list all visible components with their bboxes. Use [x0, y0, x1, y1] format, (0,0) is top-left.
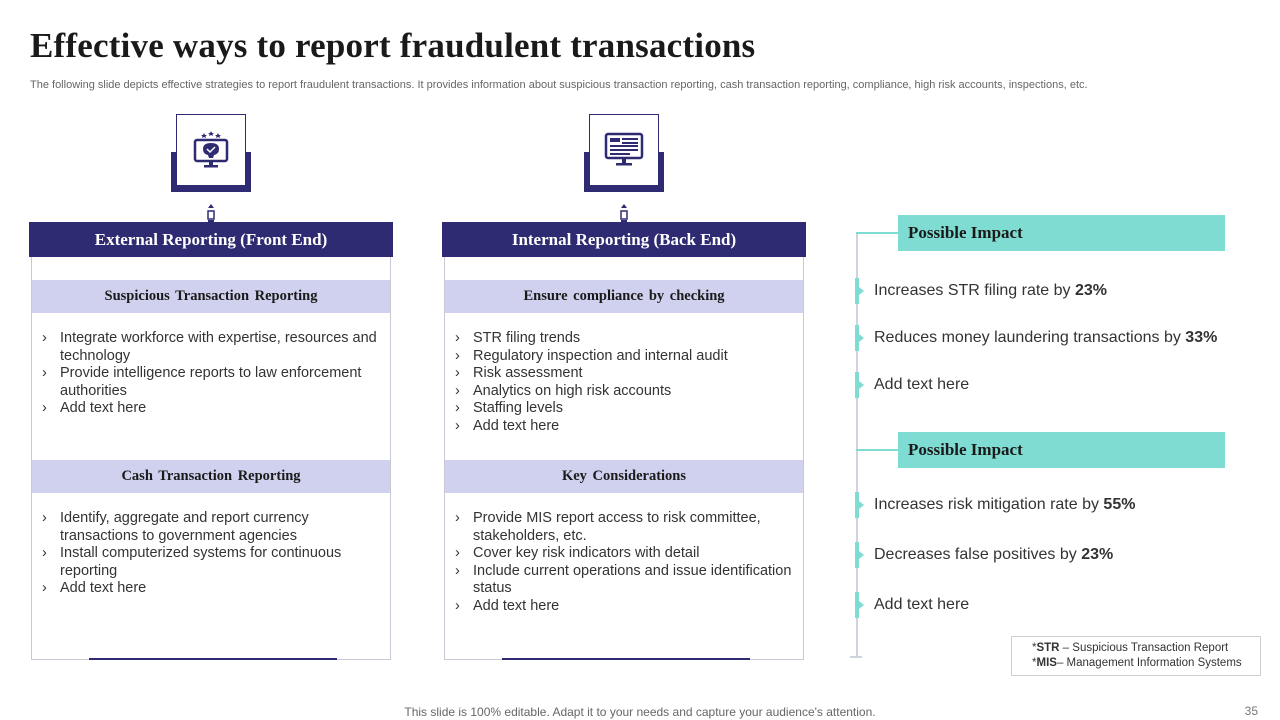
- chevron-right-icon: ›: [42, 580, 47, 597]
- footer-note: This slide is 100% editable. Adapt it to your needs and capture your audience's attention.: [404, 705, 876, 719]
- impact-item: Increases STR filing rate by 23%: [874, 282, 1107, 299]
- list-item: › Regulatory inspection and internal audit: [455, 347, 728, 364]
- chevron-right-icon: ›: [42, 400, 47, 417]
- internal-reporting-column: [442, 222, 806, 614]
- bullet-list: [42, 510, 382, 598]
- bullet-list: [42, 330, 382, 418]
- section-title: Suspicious Transaction Reporting: [32, 280, 390, 313]
- list-item: › Install computerized systems for continuous reporting: [42, 545, 342, 579]
- section-title: Ensure compliance by checking: [445, 280, 803, 313]
- list-item: › Provide intelligence reports to law enforcement authorities: [42, 365, 362, 399]
- brain-monitor-icon: [192, 130, 230, 170]
- list-item: › Provide MIS report access to risk committee, stakeholders, etc.: [455, 510, 761, 544]
- external-reporting-body: [31, 257, 391, 660]
- list-item: › Cover key risk indicators with detail: [455, 545, 700, 562]
- impact-item: Decreases false positives by 23%: [874, 546, 1114, 563]
- bottom-accent-bar: [502, 658, 750, 660]
- chevron-right-icon: ›: [455, 382, 460, 399]
- list-item: › Add text here: [455, 417, 560, 434]
- list-item: › Add text here: [42, 400, 147, 417]
- chevron-right-icon: ›: [455, 400, 460, 417]
- list-item: › Staffing levels: [455, 400, 564, 417]
- chevron-right-icon: ›: [455, 545, 460, 562]
- impact-marker-icon: [855, 372, 859, 398]
- page-title: Effective ways to report fraudulent transactions: [30, 26, 756, 65]
- list-item: › Analytics on high risk accounts: [455, 382, 672, 399]
- impact-marker-icon: [855, 278, 859, 304]
- internal-reporting-body: [444, 257, 804, 660]
- chevron-right-icon: ›: [455, 597, 460, 614]
- chevron-right-icon: ›: [42, 365, 47, 382]
- bottom-accent-bar: [89, 658, 337, 660]
- page-number: 35: [1244, 704, 1258, 718]
- list-item: › STR filing trends: [455, 330, 581, 346]
- list-item: › Integrate workforce with expertise, resources and technology: [42, 330, 377, 364]
- impact-marker-icon: [855, 492, 859, 518]
- chevron-right-icon: ›: [455, 562, 460, 579]
- abbreviation-legend: [1011, 636, 1261, 676]
- legend-entry: *MIS– Management Information Systems: [1032, 657, 1242, 669]
- chevron-right-icon: ›: [455, 347, 460, 364]
- impact-marker-icon: [855, 542, 859, 568]
- chevron-right-icon: ›: [455, 330, 460, 346]
- chevron-right-icon: ›: [42, 330, 47, 346]
- impact-connector-line: [856, 449, 898, 451]
- external-reporting-icon-box: [171, 114, 251, 192]
- list-item: › Risk assessment: [455, 365, 583, 382]
- chevron-right-icon: ›: [42, 545, 47, 562]
- monitor-dashboard-icon: [604, 132, 644, 168]
- impact-connector-line: [856, 232, 898, 234]
- impact-marker-icon: [855, 325, 859, 351]
- chevron-right-icon: ›: [455, 365, 460, 382]
- impact-timeline-cap: [850, 656, 862, 658]
- impact-item: Add text here: [874, 596, 970, 613]
- list-item: › Include current operations and issue identification status: [455, 562, 792, 597]
- external-reporting-column: [29, 222, 393, 597]
- bullet-list: [455, 330, 795, 436]
- bullet-list: [455, 510, 795, 616]
- internal-reporting-header: Internal Reporting (Back End): [442, 222, 806, 257]
- list-item: › Add text here: [42, 580, 147, 597]
- list-item: › Add text here: [455, 597, 560, 614]
- impact-item: Increases risk mitigation rate by 55%: [874, 496, 1136, 513]
- legend-entry: *STR – Suspicious Transaction Report: [1032, 642, 1229, 654]
- chevron-right-icon: ›: [42, 510, 47, 526]
- chevron-right-icon: ›: [455, 417, 460, 434]
- page-subtitle: The following slide depicts effective strategies to report fraudulent transactions. It provides information about suspicious transaction reporting, cash transaction reporting, compliance, high risk accounts, inspections, etc.: [30, 79, 1088, 91]
- section-title: Key Considerations: [445, 460, 803, 493]
- impact-header: Possible Impact: [898, 432, 1225, 468]
- section-title: Cash Transaction Reporting: [32, 460, 390, 493]
- impact-item: Add text here: [874, 376, 970, 393]
- impact-marker-icon: [855, 592, 859, 618]
- external-reporting-header: External Reporting (Front End): [29, 222, 393, 257]
- internal-reporting-icon-box: [584, 114, 664, 192]
- chevron-right-icon: ›: [455, 510, 460, 526]
- impact-item: Reduces money laundering transactions by 33%: [874, 329, 1218, 346]
- list-item: › Identify, aggregate and report currency transactions to government agencies: [42, 510, 309, 544]
- impact-header: Possible Impact: [898, 215, 1225, 251]
